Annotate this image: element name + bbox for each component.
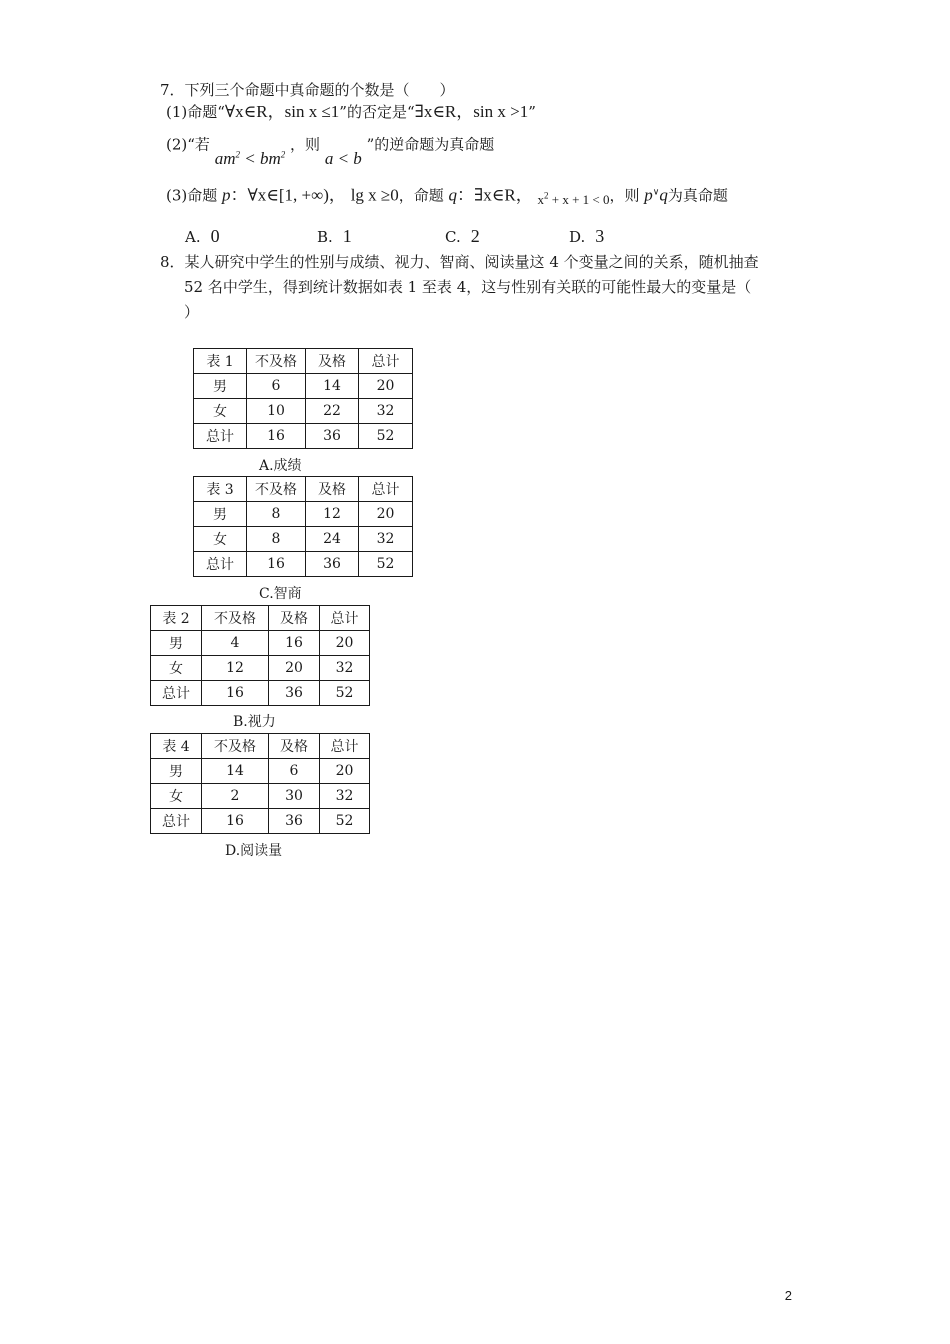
q7-s3-domain-p: ：∀x∈[1, +∞)， xyxy=(230,185,346,205)
table-3-caption: C.智商 xyxy=(259,586,302,602)
q7-s2-inequality: $am^2 < bm^2$ xyxy=(214,148,286,168)
q8-stem-line-2: 52 名中学生，得到统计数据如表 1 至表 4，这与性别有关联的可能性最大的变量是（ xyxy=(184,278,752,296)
table-3-iq xyxy=(193,476,413,577)
table-row: 女 12 20 32 xyxy=(151,656,370,681)
page-number: 2 xyxy=(784,1288,792,1303)
table-1-grades xyxy=(193,348,413,449)
q7-s3-ineq-q: $x^2 + x + 1 < 0$ xyxy=(537,191,610,208)
table-row: 男 14 6 20 xyxy=(151,759,370,784)
table-row: 总计 16 36 52 xyxy=(151,809,370,834)
table-row: 表 3 不及格 及格 总计 xyxy=(194,477,413,502)
q7-s3-ineq-p: lg x ≥0 xyxy=(350,185,399,205)
q8-stem-line-1: 8．某人研究中学生的性别与成绩、视力、智商、阅读量这 4 个变量之间的关系，随机抽查 xyxy=(160,253,759,271)
table-row: 男 4 16 20 xyxy=(151,631,370,656)
table-row: 男 6 14 20 xyxy=(194,374,413,399)
table-row: 总计 16 36 52 xyxy=(194,552,413,577)
table-row: 女 2 30 32 xyxy=(151,784,370,809)
table-1-caption: A.成绩 xyxy=(259,458,302,474)
q7-statement-3: (3)命题 p：∀x∈[1, +∞)， lg x ≥0，命题 q：∃x∈R， $x^2 + x + 1 < 0$，则 p∨q为真命题 xyxy=(166,185,728,208)
q7-s2-conclusion: a < b xyxy=(324,148,362,168)
table-2-caption: B.视力 xyxy=(233,714,276,730)
q7-s1-math-1: ∀x∈R，sin x ≤1 xyxy=(224,102,340,121)
table-row: 表 4 不及格 及格 总计 xyxy=(151,734,370,759)
table-2-vision xyxy=(150,605,370,706)
q7-option-a: A. 0 xyxy=(185,226,220,246)
q7-stem: 7．下列三个命题中真命题的个数是（ ） xyxy=(160,81,455,99)
q7-s1-math-2: ∃x∈R，sin x >1 xyxy=(414,102,529,121)
table-row: 总计 16 36 52 xyxy=(194,424,413,449)
q7-statement-2: (2)“若 $am^2 < bm^2$ ，则 a < b ”的逆命题为真命题 xyxy=(166,135,495,168)
q8-stem-line-3: ） xyxy=(184,303,200,321)
table-row: 女 8 24 32 xyxy=(194,527,413,552)
q7-statement-1: (1)命题“∀x∈R，sin x ≤1”的否定是“∃x∈R，sin x >1” xyxy=(166,102,536,121)
table-row: 男 8 12 20 xyxy=(194,502,413,527)
q7-option-b: B. 1 xyxy=(317,226,352,246)
q7-option-d: D. 3 xyxy=(569,226,605,246)
q7-option-c: C. 2 xyxy=(445,226,480,246)
table-4-reading xyxy=(150,733,370,834)
table-row: 女 10 22 32 xyxy=(194,399,413,424)
table-row: 总计 16 36 52 xyxy=(151,681,370,706)
table-row: 表 2 不及格 及格 总计 xyxy=(151,606,370,631)
table-row: 表 1 不及格 及格 总计 xyxy=(194,349,413,374)
q7-s3-domain-q: ：∃x∈R， xyxy=(457,185,533,205)
table-4-caption: D.阅读量 xyxy=(225,843,283,859)
